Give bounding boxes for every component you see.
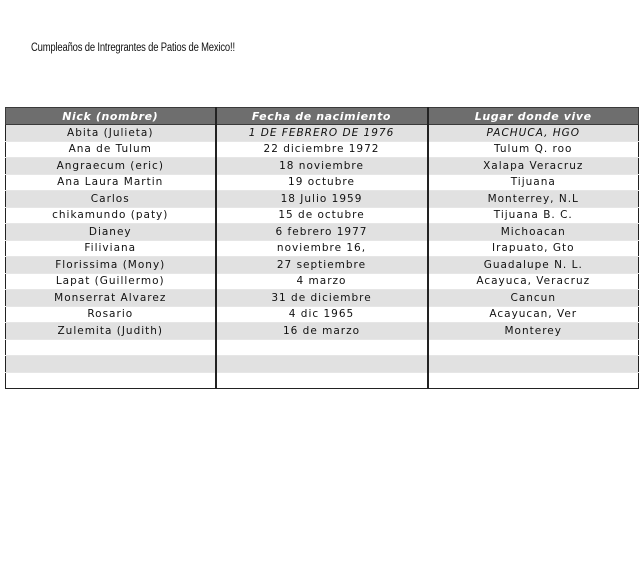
cell-birthdate: 16 de marzo bbox=[216, 323, 428, 340]
table-row bbox=[6, 323, 639, 340]
cell-birthdate: 4 dic 1965 bbox=[216, 306, 428, 323]
page-title: Cumpleaños de Intregrantes de Patios de Mexico!! bbox=[31, 42, 235, 54]
table-row bbox=[6, 273, 639, 290]
table-row bbox=[6, 306, 639, 323]
column-header-nick: Nick (nombre) bbox=[6, 108, 216, 125]
cell-location: Tijuana bbox=[428, 174, 639, 191]
cell-location: PACHUCA, HGO bbox=[428, 125, 639, 142]
cell-nick: chikamundo (paty) bbox=[6, 207, 216, 224]
table-row bbox=[6, 257, 639, 274]
cell-birthdate: 4 marzo bbox=[216, 273, 428, 290]
table-row bbox=[6, 125, 639, 142]
table-row bbox=[6, 174, 639, 191]
cell-birthdate: 27 septiembre bbox=[216, 257, 428, 274]
cell-nick: Ana Laura Martin bbox=[6, 174, 216, 191]
cell-location bbox=[428, 356, 639, 373]
table-row bbox=[6, 240, 639, 257]
cell-birthdate bbox=[216, 372, 428, 389]
cell-nick: Monserrat Alvarez bbox=[6, 290, 216, 307]
cell-birthdate: 31 de diciembre bbox=[216, 290, 428, 307]
cell-location: Xalapa Veracruz bbox=[428, 158, 639, 175]
birthday-table bbox=[5, 107, 639, 389]
table-row bbox=[6, 158, 639, 175]
cell-location: Acayucan, Ver bbox=[428, 306, 639, 323]
cell-nick: Carlos bbox=[6, 191, 216, 208]
table-row bbox=[6, 224, 639, 241]
cell-birthdate: 19 octubre bbox=[216, 174, 428, 191]
cell-location: Acayuca, Veracruz bbox=[428, 273, 639, 290]
cell-location bbox=[428, 339, 639, 356]
cell-location: Tulum Q. roo bbox=[428, 141, 639, 158]
cell-nick bbox=[6, 356, 216, 373]
cell-location: Michoacan bbox=[428, 224, 639, 241]
column-header-location: Lugar donde vive bbox=[428, 108, 639, 125]
table-row bbox=[6, 290, 639, 307]
table-row-empty bbox=[6, 356, 639, 373]
cell-birthdate: noviembre 16, bbox=[216, 240, 428, 257]
cell-nick: Abita (Julieta) bbox=[6, 125, 216, 142]
table-header-row bbox=[6, 108, 639, 125]
cell-location: Monterrey, N.L bbox=[428, 191, 639, 208]
cell-birthdate: 22 diciembre 1972 bbox=[216, 141, 428, 158]
cell-nick bbox=[6, 372, 216, 389]
cell-nick: Filiviana bbox=[6, 240, 216, 257]
cell-nick: Zulemita (Judith) bbox=[6, 323, 216, 340]
cell-location: Tijuana B. C. bbox=[428, 207, 639, 224]
table-row bbox=[6, 191, 639, 208]
table-row bbox=[6, 141, 639, 158]
table-row bbox=[6, 207, 639, 224]
cell-location: Guadalupe N. L. bbox=[428, 257, 639, 274]
cell-nick bbox=[6, 339, 216, 356]
cell-location bbox=[428, 372, 639, 389]
cell-nick: Florissima (Mony) bbox=[6, 257, 216, 274]
cell-birthdate: 18 Julio 1959 bbox=[216, 191, 428, 208]
cell-birthdate: 18 noviembre bbox=[216, 158, 428, 175]
cell-nick: Angraecum (eric) bbox=[6, 158, 216, 175]
cell-location: Cancun bbox=[428, 290, 639, 307]
cell-nick: Dianey bbox=[6, 224, 216, 241]
cell-location: Irapuato, Gto bbox=[428, 240, 639, 257]
cell-nick: Ana de Tulum bbox=[6, 141, 216, 158]
cell-location: Monterey bbox=[428, 323, 639, 340]
table-row-empty bbox=[6, 372, 639, 389]
cell-birthdate bbox=[216, 339, 428, 356]
cell-birthdate: 15 de octubre bbox=[216, 207, 428, 224]
cell-birthdate: 1 DE FEBRERO DE 1976 bbox=[216, 125, 428, 142]
cell-birthdate bbox=[216, 356, 428, 373]
table-row-empty bbox=[6, 339, 639, 356]
column-header-birthdate: Fecha de nacimiento bbox=[216, 108, 428, 125]
cell-birthdate: 6 febrero 1977 bbox=[216, 224, 428, 241]
cell-nick: Rosario bbox=[6, 306, 216, 323]
cell-nick: Lapat (Guillermo) bbox=[6, 273, 216, 290]
